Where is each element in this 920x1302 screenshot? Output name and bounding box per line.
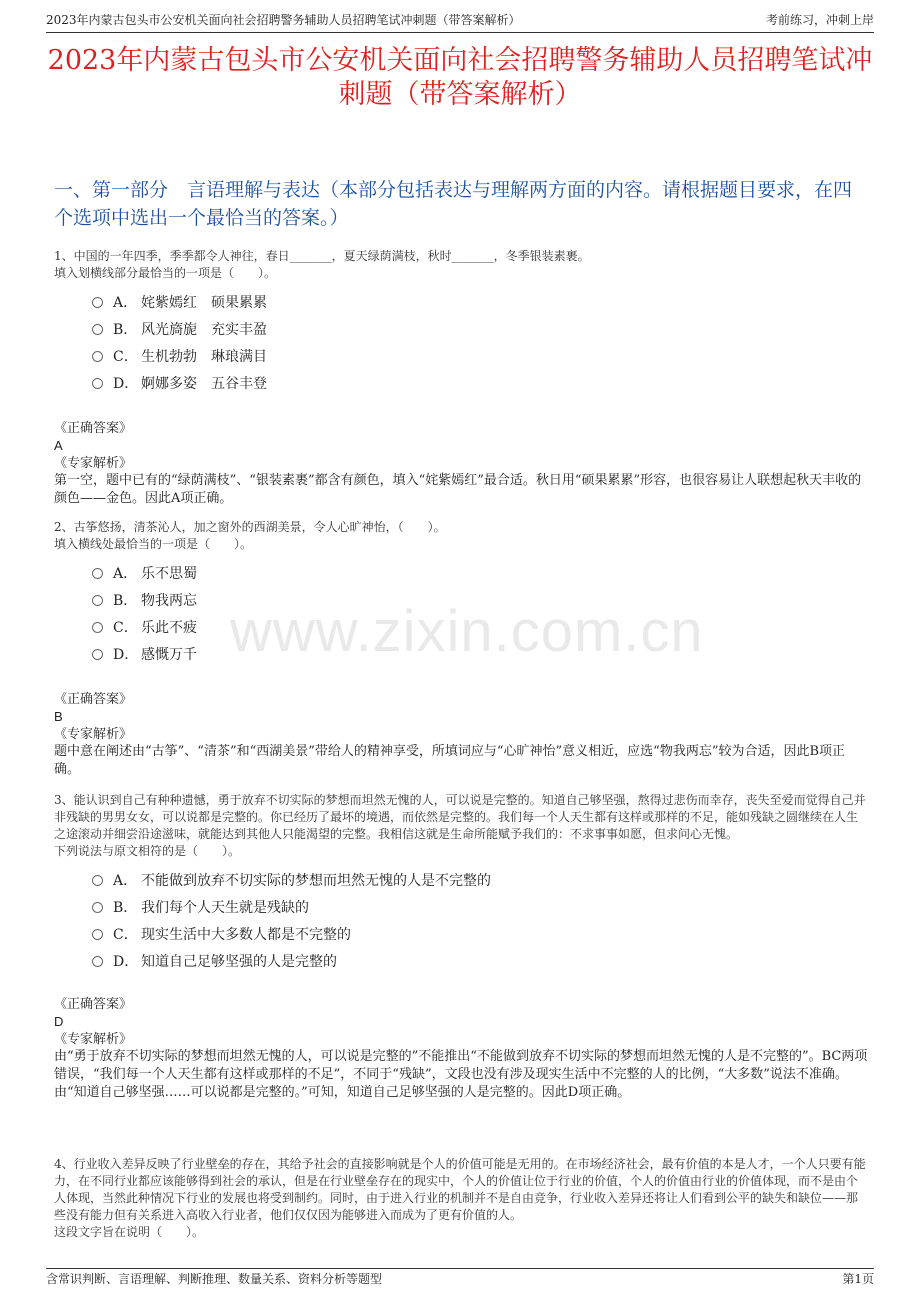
radio-icon[interactable] [92,902,103,913]
option-letter: B． [113,322,138,338]
option-letter: C． [113,349,138,365]
explanation-text: 由“勇于放弃不切实际的梦想而坦然无愧的人，可以说是完整的”不能推出“不能做到放弃不切实际的梦想而坦然无愧的人是不完整的”。BC两项错误，“我们每一个人天生都有这样或那样的不足”，不同于“残缺”，文段也没有涉及现实生活中不完整的人的比例，“大多数”说法不准确。由“知道自己够坚强……可以说都是完整的。”可知，知道自己足够坚强的人是完整的。因此D项正确。 [54,1049,868,1100]
radio-icon[interactable] [92,595,103,606]
question-1 [54,248,868,508]
option-d[interactable] [92,949,868,976]
option-b[interactable] [92,588,868,615]
option-letter: B． [113,593,138,609]
option-text: 我们每个人天生就是残缺的 [141,900,309,916]
radio-icon[interactable] [92,297,103,308]
radio-icon[interactable] [92,324,103,335]
explanation-label: 《专家解析》 [54,727,133,742]
footer-note: 含常识判断、言语理解、判断推理、数量关系、资料分析等题型 [46,1272,383,1286]
option-letter: D． [113,954,139,970]
option-list [92,561,868,669]
question-prompt: 下列说法与原文相符的是（ ）。 [54,844,241,858]
explanation-label: 《专家解析》 [54,1032,133,1047]
question-stem: 2、古筝悠扬，清茶沁人，加之窗外的西湖美景，令人心旷神怡，（ ）。 [54,520,446,534]
radio-icon[interactable] [92,351,103,362]
option-text: 物我两忘 [141,593,197,609]
answer-label: 《正确答案》 [54,997,133,1012]
question-2 [54,519,868,779]
option-list [92,290,868,398]
explanation-text: 题中意在阐述由“古筝”、“清茶”和“西湖美景”带给人的精神享受，所填词应与“心旷神怡”意义相近，应选“物我两忘”较为合适，因此B项正确。 [54,744,846,777]
radio-icon[interactable] [92,875,103,886]
option-letter: A． [113,566,138,582]
page-number: 第1页 [842,1272,874,1286]
option-letter: C． [113,620,138,636]
section-heading: 一、第一部分 言语理解与表达（本部分包括表达与理解两方面的内容。请根据题目要求，在四个选项中选出一个最恰当的答案。） [54,179,853,229]
option-a[interactable] [92,868,868,895]
explanation-label: 《专家解析》 [54,456,133,471]
document-title: 2023年内蒙古包头市公安机关面向社会招聘警务辅助人员招聘笔试冲刺题（带答案解析） [47,45,873,110]
answer-value: D [54,1014,64,1029]
option-letter: A． [113,873,138,889]
option-c[interactable] [92,344,868,371]
option-letter: D． [113,376,139,392]
radio-icon[interactable] [92,649,103,660]
option-letter: A． [113,295,138,311]
option-letter: B． [113,900,138,916]
header-slogan: 考前练习，冲刺上岸 [765,13,874,27]
answer-value: A [54,438,63,453]
question-stem: 4、行业收入差异反映了行业壁垒的存在，其给予社会的直接影响就是个人的价值可能是无用的。在市场经济社会，最有价值的本是人才，一个人只要有能力，在不同行业都应该能够得到社会的承认，但是在行业壁垒存在的现实中，个人的价值让位于行业的价值，个人的价值由行业的价值体现，而不是由个人体现，当然此种情况下行业的发展也将受到制约。同时，由于进入行业的机制并不是自由竞争，行业收入差异还将让人们看到公平的缺失和缺位——那些没有能力但有关系进入高收入行业者，他们仅仅因为能够进入而成为了更有价值的人。 [54,1157,866,1222]
option-list [92,868,868,976]
option-text: 现实生活中大多数人都是不完整的 [141,927,351,943]
running-header [46,10,874,33]
question-stem: 3、能认识到自己有种种遗憾，勇于放弃不切实际的梦想而坦然无愧的人，可以说是完整的。知道自己够坚强，熬得过悲伤而幸存，丧失至爱而觉得自己并非残缺的男男女女，可以说都是完整的。你已经历了最坏的境遇，而依然是完整的。我们每一个人天生都有这样或那样的不足，能如残缺之圆继续在人生之途滚动并细尝沿途滋味，就能达到其他人只能渴望的完整。我相信这就是生命所能赋予我们的：不求事事如愿，但求问心无愧。 [54,793,866,841]
radio-icon[interactable] [92,956,103,967]
watermark: www.zixin.com.cn [230,599,704,664]
header-doc-title: 2023年内蒙古包头市公安机关面向社会招聘警务辅助人员招聘笔试冲刺题（带答案解析） [46,13,521,27]
option-d[interactable] [92,642,868,669]
question-prompt: 这段文字旨在说明（ ）。 [54,1225,205,1239]
radio-icon[interactable] [92,929,103,940]
option-text: 婀娜多姿 五谷丰登 [141,376,267,392]
explanation-text: 第一空，题中已有的“绿荫满枝”、“银装素裹”都含有颜色，填入“姹紫嫣红”最合适。秋日用“硕果累累”形容，也很容易让人联想起秋天丰收的颜色——金色。因此A项正确。 [54,473,862,506]
question-prompt: 填入划横线部分最恰当的一项是（ ）。 [54,266,277,280]
option-text: 不能做到放弃不切实际的梦想而坦然无愧的人是不完整的 [141,873,491,889]
option-letter: C． [113,927,138,943]
radio-icon[interactable] [92,622,103,633]
option-c[interactable] [92,615,868,642]
option-b[interactable] [92,317,868,344]
question-4 [54,1156,868,1241]
option-text: 乐此不疲 [141,620,197,636]
radio-icon[interactable] [92,378,103,389]
option-text: 知道自己足够坚强的人是完整的 [141,954,337,970]
option-text: 风光旖旎 充实丰盈 [141,322,267,338]
running-footer [46,1268,874,1289]
question-3 [54,792,868,1102]
option-text: 感慨万千 [141,647,197,663]
option-text: 姹紫嫣红 硕果累累 [141,295,267,311]
question-prompt: 填入横线处最恰当的一项是（ ）。 [54,537,253,551]
answer-label: 《正确答案》 [54,421,133,436]
radio-icon[interactable] [92,568,103,579]
answer-label: 《正确答案》 [54,692,133,707]
question-stem: 1、中国的一年四季，季季都令人神往，春日_______，夏天绿荫满枝，秋时_______，冬季银装素裹。 [54,249,590,263]
option-a[interactable] [92,561,868,588]
option-c[interactable] [92,922,868,949]
answer-value: B [54,709,63,724]
option-text: 生机勃勃 琳琅满目 [141,349,267,365]
option-a[interactable] [92,290,868,317]
option-d[interactable] [92,371,868,398]
option-b[interactable] [92,895,868,922]
option-letter: D． [113,647,139,663]
option-text: 乐不思蜀 [141,566,197,582]
